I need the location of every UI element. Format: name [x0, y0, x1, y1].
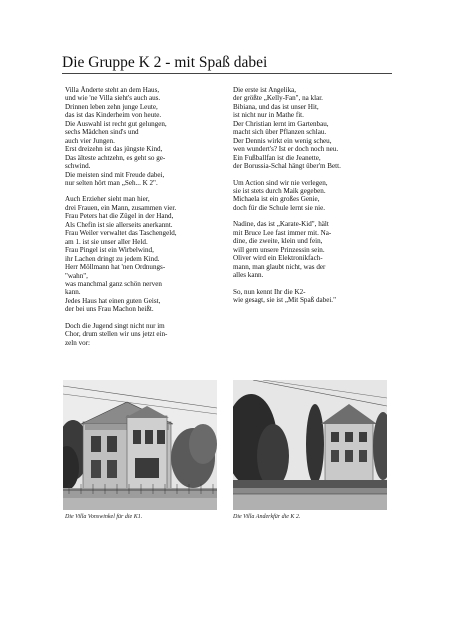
title-rule	[62, 73, 392, 74]
text-line: Bibiana, und das ist unser Hit,	[233, 102, 319, 111]
villa-photo-right	[233, 380, 387, 510]
photo-caption-left: Die Villa Vonswinkel für die K1.	[65, 514, 143, 520]
text-line: doch für die Schule lernt sie nie.	[233, 203, 325, 212]
text-line: Frau Peters hat die Zügel in der Hand,	[65, 212, 174, 221]
text-line: drei Frauen, ein Mann, zusammen vier.	[65, 203, 177, 212]
text-line: auch vier Jungen.	[65, 136, 115, 145]
villa-anderk-image	[233, 380, 387, 510]
villa-photo-left	[63, 380, 217, 510]
text-line: Auch Erzieher sieht man hier,	[65, 195, 150, 204]
text-line: Jedes Haus hat einen guten Geist,	[65, 296, 161, 305]
text-line: Die meisten sind mit Freude dabei,	[65, 170, 165, 179]
text-line: Nadine, das ist „Karate-Kid", hält	[233, 220, 329, 229]
text-line: Herr Möllmann hat 'nen Ordnungs-	[65, 263, 166, 272]
paragraph-villa	[65, 86, 225, 187]
paragraph-nadine	[233, 220, 393, 279]
text-line: der Borussia-Schal hängt über'm Bett.	[233, 162, 341, 171]
text-line: was manchmal ganz schön nerven	[65, 279, 162, 288]
text-line: Chor, drum stellen wir uns jetzt ein-	[65, 330, 168, 339]
paragraph-schluss	[233, 288, 393, 305]
text-line: sie ist stets durch Maik gegeben.	[233, 186, 326, 195]
text-line: Oliver wird ein Elektronikfach-	[233, 254, 323, 263]
paragraph-vorstellung	[233, 86, 393, 171]
text-line: Der Christian lernt im Gartenbau,	[233, 119, 329, 128]
text-line: und wie 'ne Villa sieht's auch aus.	[65, 94, 161, 103]
text-line: Michaela ist ein großes Genie,	[233, 195, 320, 204]
text-line: nur selten hört man „Seh... K 2".	[65, 178, 158, 187]
text-line: Erst dreizehn ist das jüngste Kind,	[65, 145, 163, 154]
photo-caption-right: Die Villa Anderkfür die K 2.	[233, 514, 301, 520]
text-line: Frau Weiler verwaltet das Taschengeld,	[65, 229, 177, 238]
text-line: am 1. ist sie unser aller Held.	[65, 237, 148, 246]
left-text-column	[65, 86, 225, 355]
text-line: Als Chefin ist sie allerseits anerkannt.	[65, 220, 173, 229]
text-line: Das älteste achtzehn, es geht so ge-	[65, 153, 166, 162]
text-line: "wahn",	[65, 271, 88, 280]
text-line: Der Dennis wirkt ein wenig scheu,	[233, 136, 332, 145]
text-line: Drinnen leben zehn junge Leute,	[65, 102, 158, 111]
text-line: Die Auswahl ist recht gut gelungen,	[65, 119, 167, 128]
right-text-column	[233, 86, 393, 312]
text-line: So, nun kennt Ihr die K2-	[233, 287, 306, 296]
text-line: will gern unsere Prinzessin sein.	[233, 245, 325, 254]
text-line: wie gesagt, sie ist „Mit Spaß dabei."	[233, 295, 336, 304]
text-line: Ein Fußballfan ist die Jeanette,	[233, 153, 321, 162]
paragraph-action	[233, 179, 393, 213]
text-line: Die erste ist Angelika,	[233, 86, 297, 94]
text-line: dine, die zweite, klein und fein,	[233, 237, 323, 246]
text-line: ist nicht nur in Mathe fit.	[233, 111, 304, 120]
paragraph-erzieher	[65, 195, 225, 313]
text-line: zeln vor:	[65, 338, 91, 347]
text-line: macht sich über Pflanzen schlau.	[233, 128, 327, 137]
text-line: kann.	[65, 288, 81, 297]
text-line: der bei uns Frau Machon heißt.	[65, 305, 154, 314]
text-line: mann, man glaubt nicht, was der	[233, 262, 326, 271]
text-line: ihr Lachen dringt zu jedem Kind.	[65, 254, 160, 263]
text-line: der größte „Kelly-Fan", na klar.	[233, 94, 323, 103]
text-line: Villa Änderte steht an dem Haus,	[65, 86, 160, 94]
paragraph-chor	[65, 322, 225, 347]
text-line: wen wundert's? Ist er doch noch neu.	[233, 145, 339, 154]
text-line: Um Action sind wir nie verlegen,	[233, 178, 328, 187]
text-line: alles kann.	[233, 271, 264, 280]
text-line: sechs Mädchen sind's und	[65, 128, 139, 137]
text-line: das ist das Kinderheim von heute.	[65, 111, 162, 120]
page-title: Die Gruppe K 2 - mit Spaß dabei	[62, 54, 268, 71]
text-line: mit Bruce Lee fast immer mit. Na-	[233, 228, 332, 237]
villa-vonswinkel-image	[63, 380, 217, 510]
text-line: Frau Pingel ist ein Wirbelwind,	[65, 246, 154, 255]
text-line: Doch die Jugend singt nicht nur im	[65, 321, 165, 330]
text-line: schwind.	[65, 162, 91, 171]
